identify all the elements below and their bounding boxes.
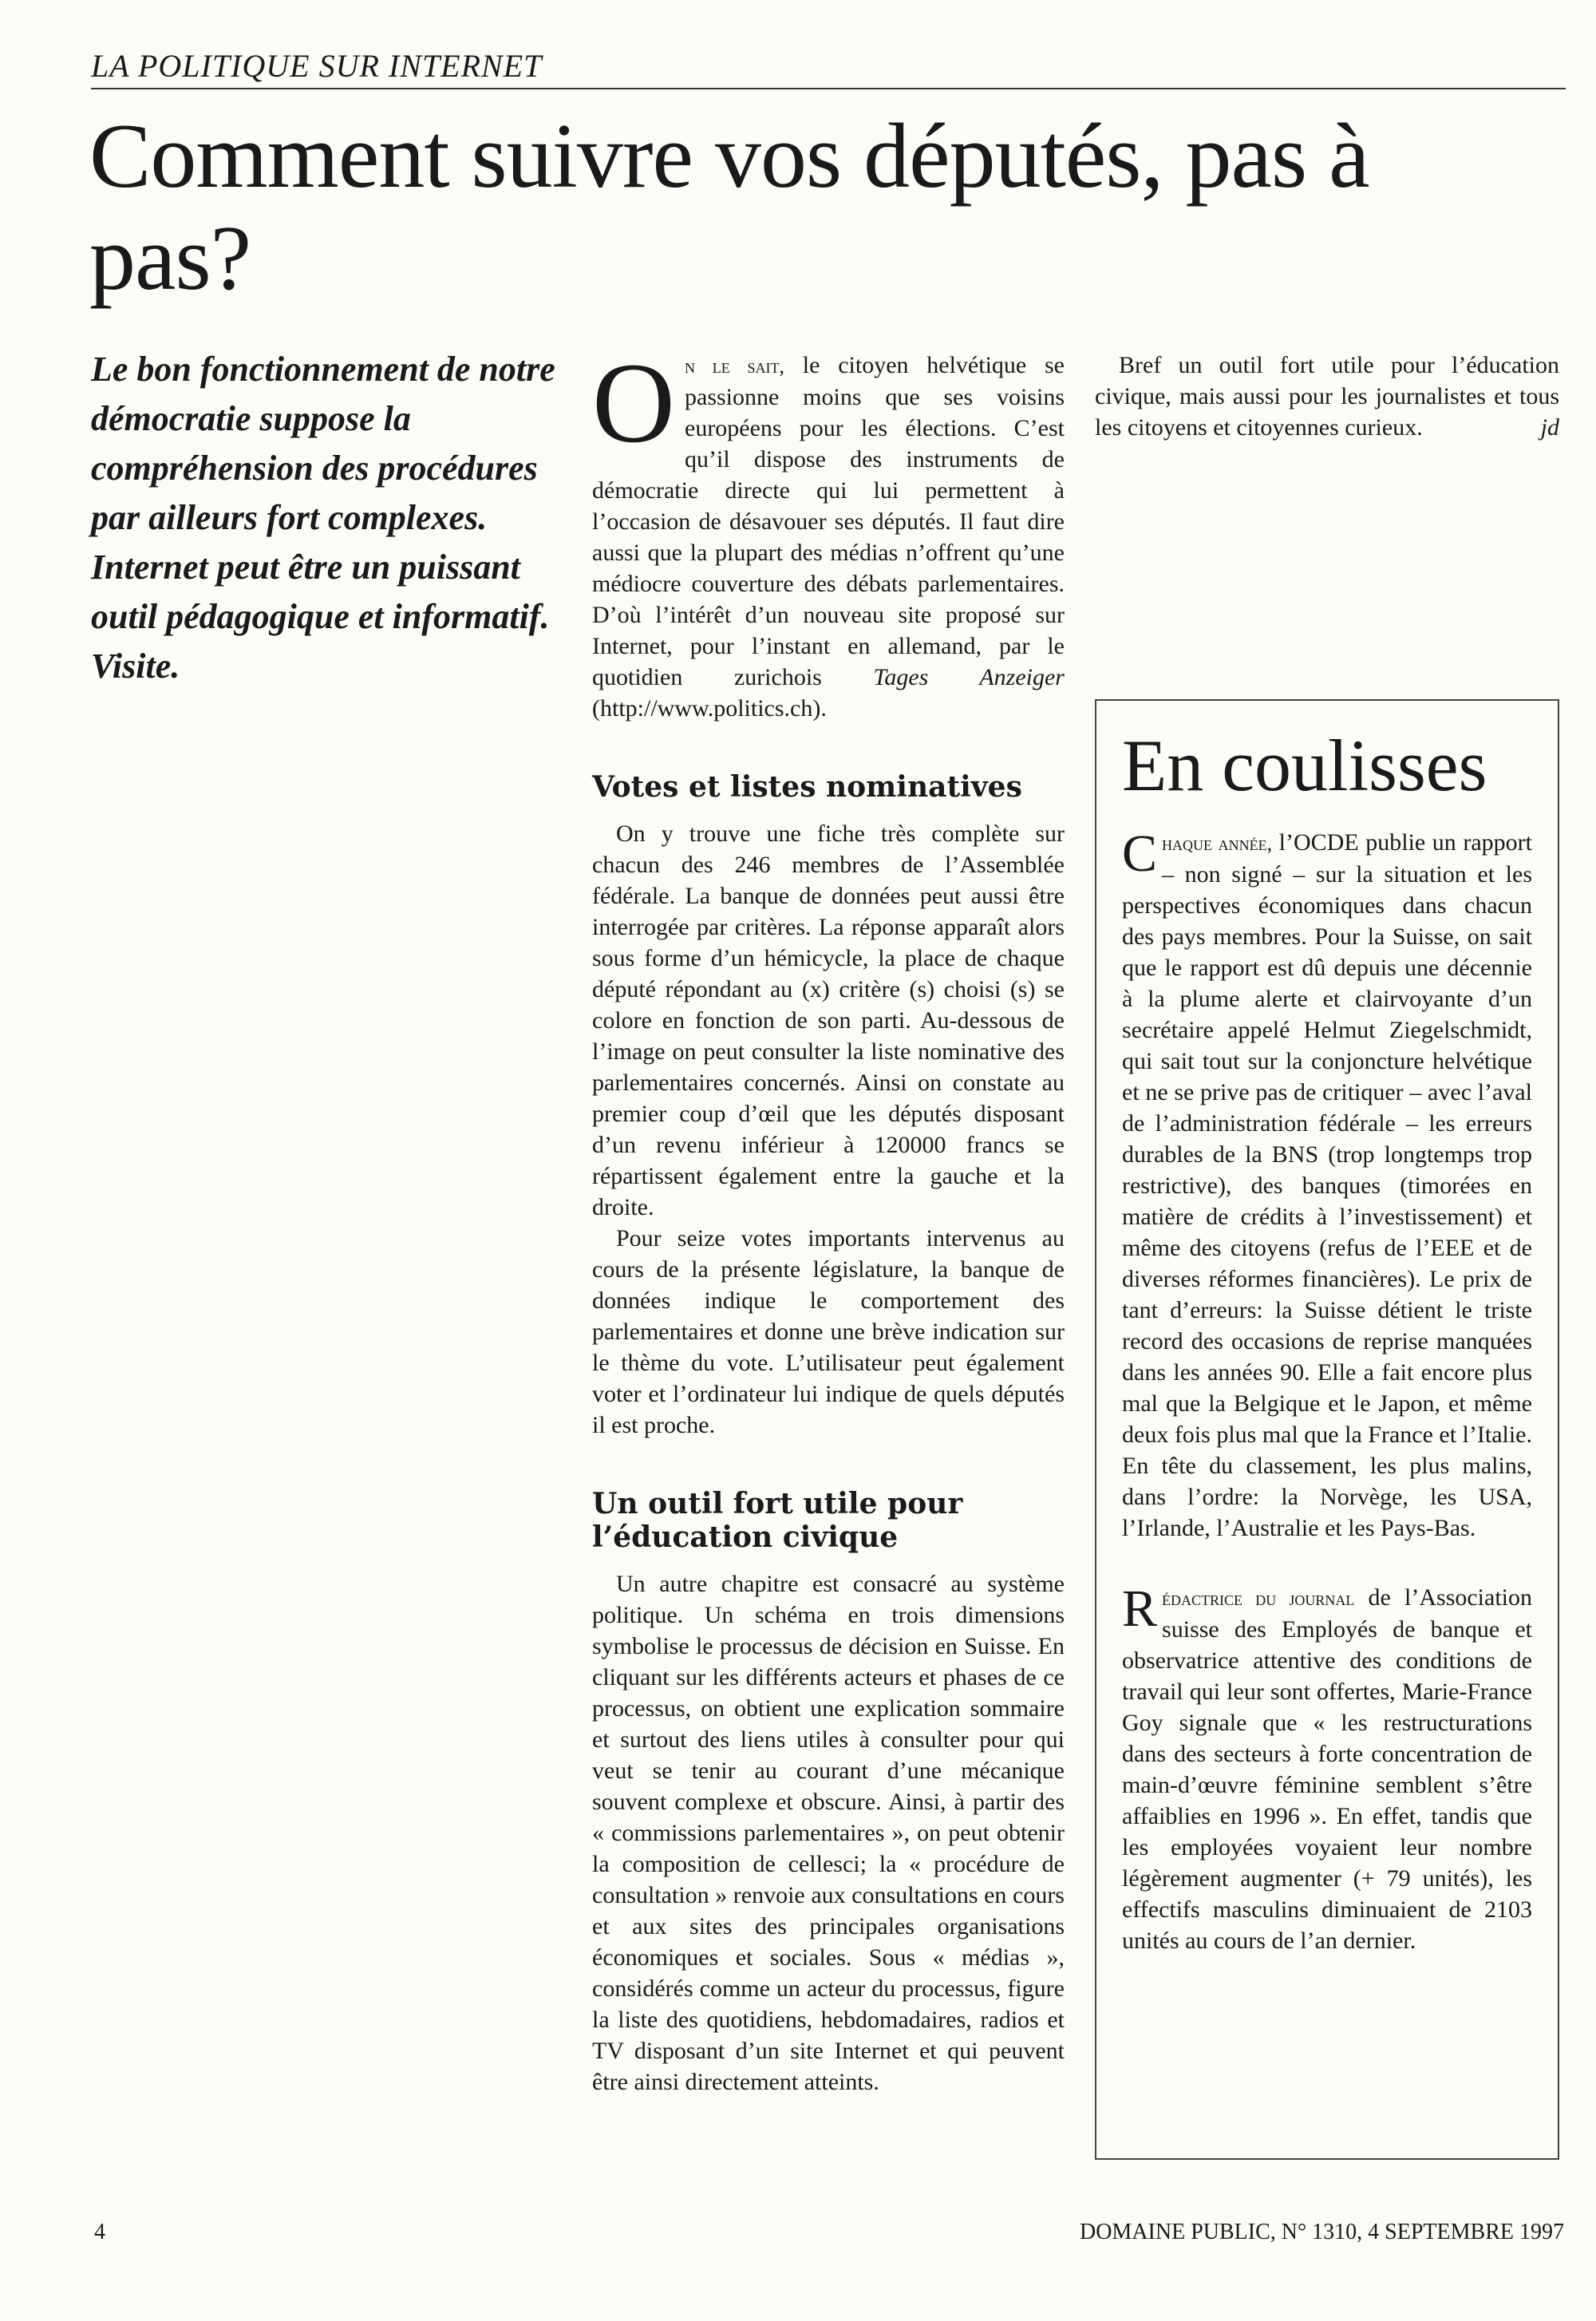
- publication-info: DOMAINE PUBLIC, N° 1310, 4 SEPTEMBRE 1997: [1079, 2220, 1564, 2244]
- article-column-1: [592, 340, 1065, 2185]
- sidebar-title: En coulisses: [1122, 725, 1487, 806]
- item-smallcaps: haque année,: [1162, 832, 1273, 855]
- item-text: de l’Association suisse des Employés de banque et observatrice attentive des conditions de travail qui leur sont offertes, Marie-France Goy signale que « les restructurations dans des secteurs à forte concentration de main-d’œuvre féminine semblent s’être affaiblies en 1996 ». En effet, tandis que les employées voyaient leur nombre légèrement augmenter (+ 79 unités), les effectifs masculins diminuaient de 2103 unités au cours de l’an dernier.: [1122, 1584, 1533, 1954]
- drop-cap: R: [1122, 1580, 1158, 1638]
- body-paragraph: On y trouve une fiche très complète sur chacun des 246 membres de l’Assemblée fédérale. La banque de données peut aussi être interrogée par critères. La réponse apparaît alors sous forme d’un hémicycle, la place de chaque député répondant au (x) critère (s) choisi (s) se colore en fonction de son parti. Au-dessous de l’image on peut consulter la liste nominative des parlementaires concernés. Ainsi on constate au premier coup d’œil que les députés disposant d’un revenu inférieur à 120000 francs se répartissent également entre la gauche et la droite.: [592, 820, 1065, 1220]
- sidebar-box: [1095, 699, 1559, 2160]
- drop-cap: C: [1122, 824, 1158, 883]
- sidebar-item: [1122, 1582, 1532, 1956]
- article-column-2: [1095, 350, 1559, 669]
- closing-text: Bref un outil fort utile pour l’éducation civique, mais aussi pour les journalistes et tous les citoyens et citoyennes curieux.: [1095, 352, 1559, 441]
- intro-text-end: (http://www.politics.ch).: [592, 695, 827, 722]
- intro-smallcaps: n le sait,: [685, 354, 785, 378]
- body-paragraph: Un autre chapitre est consacré au système politique. Un schéma en trois dimensions symbolise le processus de décision en Suisse. En cliquant sur les différents acteurs et phases de ce processus, on obtient une explication sommaire et surtout des liens utiles à consulter pour qui veut se tenir au courant d’une mécanique souvent complexe et obscure. Ainsi, à partir des « commissions parlementaires », on peut obtenir la composition de cellesci; la « procédure de consultation » renvoie aux consultations en cours et aux sites des principales organisations économiques et sociales. Sous « médias », considérés comme un acteur du processus, figure la liste des quotidiens, hebdomadaires, radios et TV disposant d’un site Internet et qui peuvent être ainsi directement atteints.: [592, 1571, 1065, 2095]
- page-number: 4: [94, 2220, 105, 2244]
- intro-text: le citoyen helvétique se passionne moins que ses voisins européens pour les élections. C’est qu’il dispose des instruments de démocratie directe qui lui permettent à l’occasion de désavouer ses députés. Il faut dire aussi que la plupart des médias n’offrent qu’une médiocre couverture des débats parlementaires. D’où l’intérêt d’un nouveau site proposé sur Internet, pour l’instant en allemand, par le quotidien zurichois: [592, 352, 1065, 690]
- sidebar-item: [1122, 824, 1533, 1544]
- lead-paragraph: Le bon fonctionnement de notre démocratie suppose la compréhension des procédures par ailleurs fort complexes. Internet peut être un puissant outil pédagogique et informatif. Visite.: [91, 350, 555, 686]
- sidebar-content: [1122, 824, 1533, 1956]
- drop-cap: O: [592, 340, 675, 467]
- article-intro: [592, 340, 1065, 724]
- section-rubric: LA POLITIQUE SUR INTERNET: [91, 45, 1566, 89]
- section-heading-votes: Votes et listes nominatives: [592, 770, 1022, 804]
- section-heading-education: Un outil fort utile pour l’éducation civique: [592, 1487, 963, 1554]
- body-paragraph: Pour seize votes importants intervenus au cours de la présente législature, la banque de données indique le comportement des parlementaires et donne une brève indication sur le thème du vote. L’utilisateur peut également voter et l’ordinateur lui indique de quels députés il est proche.: [592, 1225, 1065, 1438]
- page-title: Comment suivre vos députés, pas à pas?: [89, 105, 1369, 310]
- newspaper-name: Tages Anzeiger: [873, 664, 1065, 690]
- author-signature: jd: [1540, 414, 1559, 441]
- item-text: l’OCDE publie un rapport – non signé – sur la situation et les perspectives économiques dans chacun des pays membres. Pour la Suisse, on sait que le rapport est dû depuis une décennie à la plume alerte et clairvoyante d’un secrétaire appelé Helmut Ziegelschmidt, qui sait tout sur la conjoncture helvétique et ne se prive pas de critiquer – avec l’aval de l’administration fédérale – les erreurs durables de la BNS (trop longtemps trop restrictive), des banques (timorées en matière de crédits à l’investissement) et même des citoyens (refus de l’EEE et de diverses réformes financières). Le prix de tant d’erreurs: la Suisse détient le triste record des occasions de reprise manquées dans les années 90. Elle a fait encore plus mal que la Belgique et le Japon, et même deux fois plus mal que la France et l’Italie. En tête du classement, les plus malins, dans l’ordre: la Norvège, les USA, l’Irlande, l’Australie et les Pays-Bas.: [1122, 829, 1533, 1541]
- body-paragraph: [1095, 350, 1559, 443]
- item-smallcaps: édactrice du journal: [1162, 1587, 1355, 1610]
